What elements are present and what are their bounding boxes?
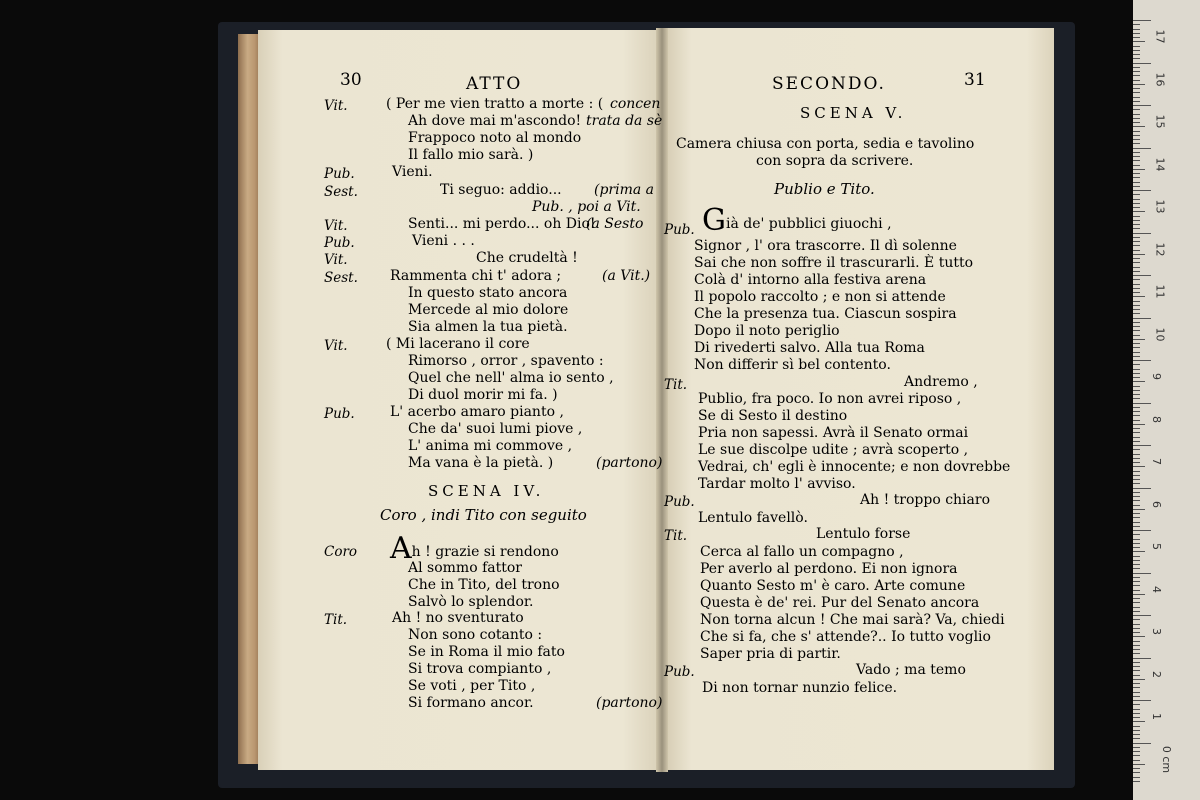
verse-line: Signor , l' ora trascorre. Il dì solenne [694,238,957,254]
ruler-tick [1133,228,1140,229]
verse-line: Di rivederti salvo. Alla tua Roma [694,340,925,356]
ruler-tick [1133,615,1151,616]
verse-line: Vedrai, ch' egli è innocente; e non dovrebbe [698,459,1011,475]
ruler-tick [1133,505,1140,506]
ruler-label: 8 [1150,415,1163,423]
verse-line: Frappoco noto al mondo [408,130,582,146]
ruler-tick [1133,619,1140,620]
verse-line: Lentulo forse [816,526,911,542]
ruler-tick [1133,543,1140,544]
ruler-tick [1133,726,1140,727]
ruler-label: 1 [1150,713,1163,720]
ruler-tick [1133,445,1151,446]
ruler-tick [1133,632,1140,633]
ruler-label: 17 [1153,29,1167,44]
ruler-tick [1133,709,1140,710]
ruler-tick [1133,97,1140,98]
verse-line: Ah ! no sventurato [392,610,524,626]
ruler-tick [1133,594,1145,595]
ruler-tick [1133,114,1140,115]
verse-line: Tardar molto l' avviso. [698,476,856,492]
ruler-tick [1133,275,1151,276]
verse-line: Che crudeltà ! [476,250,578,266]
ruler-tick [1133,29,1140,30]
ruler-tick [1133,670,1140,671]
measuring-ruler [1133,0,1200,800]
ruler-tick [1133,63,1151,64]
ruler-tick [1133,258,1140,259]
ruler-tick [1133,471,1140,472]
ruler-tick [1133,683,1140,684]
verse-line: Se di Sesto il destino [698,408,848,424]
ruler-tick [1133,118,1140,119]
ruler-tick [1133,67,1140,68]
speaker-name: Pub. [324,235,355,251]
verse-line: Non differir sì bel contento. [694,357,891,373]
ruler-tick [1133,135,1140,136]
ruler-tick [1133,190,1151,191]
ruler-tick [1133,101,1140,102]
ruler-tick [1133,488,1151,489]
ruler-tick [1133,403,1151,404]
ruler-tick [1133,58,1140,59]
verse-line: Senti... mi perdo... oh Dio! [408,216,596,232]
ruler-tick [1133,335,1140,336]
ruler-tick [1133,475,1140,476]
verse-line: Che in Tito, del trono [408,577,560,593]
ruler-tick [1133,152,1140,153]
ruler-tick [1133,92,1140,93]
ruler-tick [1133,590,1140,591]
ruler-tick [1133,241,1140,242]
ruler-tick [1133,700,1151,701]
ruler-tick [1133,122,1140,123]
speaker-name: Pub. [664,222,695,238]
ruler-tick [1133,50,1140,51]
ruler-tick [1133,564,1140,565]
ruler-tick [1133,513,1140,514]
verse-line: Se in Roma il mio fato [408,644,565,660]
ruler-tick [1133,547,1140,548]
verse-line: Saper pria di partir. [700,646,841,662]
ruler-tick [1133,662,1140,663]
verse-line: Rammenta chi t' adora ; [390,268,562,284]
verse-line [390,531,559,566]
ruler-label: 3 [1150,628,1163,635]
ruler-label: 2 [1150,670,1163,678]
ruler-tick [1133,462,1140,463]
ruler-tick [1133,254,1145,255]
ruler-tick [1133,777,1140,778]
verse-line-text: ià de' pubblici giuochi , [725,216,892,232]
ruler-tick [1133,322,1140,323]
ruler-tick [1133,271,1140,272]
ruler-tick [1133,169,1145,170]
verse-line: Non torna alcun ! Che mai sarà? Va, chiedi [700,612,1005,628]
ruler-tick [1133,492,1140,493]
ruler-tick [1133,768,1140,769]
ruler-tick [1133,666,1140,667]
ruler-tick [1133,424,1145,425]
ruler-tick [1133,216,1140,217]
ruler-tick [1133,105,1151,106]
ruler-tick [1133,330,1140,331]
ruler-tick [1133,509,1145,510]
ruler-label: 13 [1153,199,1167,214]
ruler-tick [1133,636,1145,637]
verse-line: Ah ! troppo chiaro [860,492,991,508]
ruler-tick [1133,730,1140,731]
ruler-tick [1133,377,1140,378]
ruler-label: 6 [1150,500,1163,508]
speaker-name: Vit. [324,98,348,114]
speaker-name: Sest. [324,270,358,286]
ruler-tick [1133,318,1151,319]
verse-line: Quel che nell' alma io sento , [408,370,614,386]
ruler-tick [1133,466,1145,467]
ruler-tick [1133,628,1140,629]
ruler-tick [1133,207,1140,208]
speaker-name: Tit. [664,528,688,544]
ruler-tick [1133,88,1140,89]
ruler-tick [1133,645,1140,646]
ruler-tick [1133,237,1140,238]
ruler-tick [1133,309,1140,310]
verse-line: Publio, fra poco. Io non avrei riposo , [698,391,962,407]
ruler-tick [1133,598,1140,599]
ruler-label: 15 [1153,114,1167,129]
stage-direction: (partono) [596,455,663,471]
verse-line: Al sommo fattor [408,560,522,576]
verse-line: Che si fa, che s' attende?.. Io tutto voglio [700,629,991,645]
ruler-tick [1133,751,1140,752]
verse-line: Ah dove mai m'ascondo! [408,113,582,129]
ruler-label: 14 [1153,157,1167,171]
stage-direction: trata da sè [586,113,663,129]
ruler-tick [1133,148,1151,149]
verse-line: Sai che non soffre il trascurarli. È tutto [694,255,974,271]
ruler-tick [1133,173,1140,174]
stage-direction: (prima a [594,182,655,198]
ruler-label: 4 [1150,585,1163,593]
speaker-name: Tit. [324,612,348,628]
ruler-tick [1133,71,1140,72]
verse-line: Andremo , [904,374,978,390]
verse-line: Pria non sapessi. Avrà il Senato ormai [698,425,969,441]
ruler-tick [1133,687,1140,688]
left-running-head: ATTO [466,74,523,94]
verse-line: Di duol morir mi fa. ) [408,387,558,403]
ruler-label: 7 [1150,458,1163,465]
ruler-tick [1133,339,1145,340]
speaker-name: Pub. [324,166,355,182]
ruler-tick [1133,522,1140,523]
ruler-label: 9 [1150,373,1163,380]
ruler-tick [1133,250,1140,251]
scene-heading: SCENA IV. [428,482,545,500]
ruler-tick [1133,288,1140,289]
ruler-tick [1133,54,1140,55]
ruler-tick [1133,267,1140,268]
ruler-tick [1133,551,1145,552]
ruler-label: 5 [1150,543,1163,550]
ruler-tick [1133,568,1140,569]
ruler-tick [1133,37,1140,38]
ruler-tick [1133,126,1145,127]
ruler-tick [1133,296,1145,297]
verse-line: Il fallo mio sarà. ) [408,147,534,163]
ruler-tick [1133,441,1140,442]
ruler-tick [1133,658,1151,659]
ruler-tick [1133,458,1140,459]
ruler-tick [1133,262,1140,263]
ruler-tick [1133,653,1140,654]
ruler-tick [1133,560,1140,561]
verse-line: Salvò lo splendor. [408,594,534,610]
verse-line: Il popolo raccolto ; e non si attende [694,289,946,305]
ruler-tick [1133,46,1140,47]
stage-direction: (a Sesto [586,216,644,232]
ruler-tick [1133,539,1140,540]
ruler-tick [1133,279,1140,280]
verse-line: Si trova compianto , [408,661,552,677]
ruler-tick [1133,496,1140,497]
ruler-tick [1133,343,1140,344]
ruler-tick [1133,449,1140,450]
ruler-tick [1133,743,1151,744]
verse-line: Ma vana è la pietà. ) [408,455,554,471]
ruler-tick [1133,292,1140,293]
ruler-tick [1133,398,1140,399]
verse-line: Dopo il noto periglio [694,323,840,339]
ruler-tick [1133,394,1140,395]
ruler-tick [1133,84,1145,85]
verse-line: Vieni . . . [412,233,475,249]
stage-direction: concen [610,96,661,112]
ruler-tick [1133,373,1140,374]
ruler-tick [1133,211,1145,212]
ruler-tick [1133,369,1140,370]
ruler-tick [1133,611,1140,612]
verse-line: ( Mi lacerano il core [386,336,530,352]
verse-line: Mercede al mio dolore [408,302,569,318]
verse-line: Sia almen la tua pietà. [408,319,568,335]
ruler-tick [1133,313,1140,314]
left-page-number: 30 [340,70,362,90]
ruler-tick [1133,24,1140,25]
ruler-tick [1133,581,1140,582]
drop-cap: A [390,531,412,566]
verse-line: Ti seguo: addio... [440,182,562,198]
drop-cap: G [702,203,726,238]
ruler-tick [1133,772,1140,773]
verse-line-text: h ! grazie si rendono [411,544,559,560]
ruler-tick [1133,203,1140,204]
ruler-tick [1133,602,1140,603]
ruler-tick [1133,143,1140,144]
right-page-number: 31 [964,70,986,90]
ruler-tick [1133,326,1140,327]
ruler-tick [1133,41,1145,42]
ruler-tick [1133,245,1140,246]
ruler-tick [1133,109,1140,110]
ruler-tick [1133,139,1140,140]
ruler-tick [1133,284,1140,285]
stage-direction: Pub. , poi a Vit. [532,199,641,215]
ruler-tick [1133,534,1140,535]
ruler-tick [1133,407,1140,408]
ruler-tick [1133,675,1140,676]
ruler-tick [1133,360,1151,361]
ruler-tick [1133,517,1140,518]
ruler-tick [1133,390,1140,391]
ruler-label: 16 [1153,72,1167,86]
ruler-tick [1133,364,1140,365]
verse-line: Per averlo al perdono. Ei non ignora [700,561,958,577]
ruler-tick [1133,20,1151,21]
speaker-name: Vit. [324,218,348,234]
verse-line: Quanto Sesto m' è caro. Arte comune [700,578,966,594]
verse-line: Cerca al fallo un compagno , [700,544,904,560]
ruler-tick [1133,301,1140,302]
ruler-tick [1133,483,1140,484]
verse-line: Che da' suoi lumi piove , [408,421,583,437]
ruler-label: 11 [1153,284,1167,299]
ruler-tick [1133,33,1140,34]
verse-line: Le sue discolpe udite ; avrà scoperto , [698,442,969,458]
ruler-tick [1133,747,1140,748]
verse-line: L' anima mi commove , [408,438,573,454]
verse-line: Questa è de' rei. Pur del Senato ancora [700,595,980,611]
ruler-tick [1133,352,1140,353]
verse-line: Non sono cotanto : [408,627,543,643]
ruler-tick [1133,220,1140,221]
speaker-name: Pub. [324,406,355,422]
speaker-name: Coro [324,544,358,560]
ruler-tick [1133,577,1140,578]
ruler-tick [1133,734,1140,735]
verse-line: Vado ; ma temo [856,662,966,678]
ruler-label: 10 [1153,327,1167,341]
verse-line: Se voti , per Tito , [408,678,536,694]
ruler-tick [1133,233,1151,234]
ruler-tick [1133,156,1140,157]
ruler-tick [1133,411,1140,412]
ruler-tick [1133,704,1140,705]
ruler-tick [1133,585,1140,586]
ruler-tick [1133,131,1140,132]
ruler-tick [1133,624,1140,625]
ruler-tick [1133,692,1140,693]
ruler-tick [1133,80,1140,81]
ruler-tick [1133,224,1140,225]
speaker-name: Vit. [324,338,348,354]
verse-line: In questo stato ancora [408,285,568,301]
ruler-tick [1133,194,1140,195]
scene-persons: Publio e Tito. [774,180,875,198]
ruler-tick [1133,738,1140,739]
stage-direction: (partono) [596,695,663,711]
setting-line: Camera chiusa con porta, sedia e tavolino [676,136,975,152]
speaker-name: Pub. [664,664,695,680]
ruler-tick [1133,713,1140,714]
ruler-tick [1133,721,1145,722]
ruler-tick [1133,186,1140,187]
verse-line: L' acerbo amaro pianto , [390,404,564,420]
ruler-tick [1133,530,1151,531]
verse-line [702,203,892,238]
speaker-name: Sest. [324,184,358,200]
ruler-tick [1133,437,1140,438]
verse-line: Che la presenza tua. Ciascun sospira [694,306,957,322]
setting-line: con sopra da scrivere. [756,153,914,169]
ruler-label: 0 cm [1160,745,1174,773]
right-running-head: SECONDO. [772,74,886,94]
ruler-tick [1133,165,1140,166]
ruler-tick [1133,75,1140,76]
ruler-tick [1133,432,1140,433]
book-gutter [656,28,668,772]
speaker-name: Tit. [664,377,688,393]
ruler-tick [1133,760,1140,761]
ruler-tick [1133,347,1140,348]
ruler-tick [1133,479,1140,480]
verse-line: ( Per me vien tratto a morte : ( [386,96,604,112]
ruler-tick [1133,781,1140,782]
ruler-tick [1133,764,1145,765]
ruler-tick [1133,607,1140,608]
verse-line: Di non tornar nunzio felice. [702,680,898,696]
ruler-tick [1133,526,1140,527]
ruler-tick [1133,649,1140,650]
speaker-name: Pub. [664,494,695,510]
verse-line: Vieni. [392,164,433,180]
verse-line: Lentulo favellò. [698,510,808,526]
ruler-tick [1133,428,1140,429]
ruler-tick [1133,717,1140,718]
scene-subtitle: Coro , indi Tito con seguito [380,506,587,524]
ruler-tick [1133,641,1140,642]
stage-direction: (a Vit.) [602,268,651,284]
ruler-tick [1133,160,1140,161]
ruler-tick [1133,573,1151,574]
ruler-tick [1133,177,1140,178]
ruler-tick [1133,356,1140,357]
ruler-tick [1133,556,1140,557]
ruler-tick [1133,199,1140,200]
ruler-tick [1133,415,1140,416]
ruler-tick [1133,386,1140,387]
ruler-tick [1133,381,1145,382]
verse-line: Si formano ancor. [408,695,534,711]
ruler-tick [1133,420,1140,421]
ruler-tick [1133,454,1140,455]
ruler-tick [1133,182,1140,183]
verse-line: Colà d' intorno alla festiva arena [694,272,927,288]
ruler-tick [1133,755,1140,756]
ruler-tick [1133,696,1140,697]
scene-heading: SCENA V. [800,104,907,122]
ruler-tick [1133,500,1140,501]
verse-line: Rimorso , orror , spavento : [408,353,604,369]
ruler-label: 12 [1153,242,1167,256]
speaker-name: Vit. [324,252,348,268]
ruler-tick [1133,679,1145,680]
ruler-tick [1133,305,1140,306]
